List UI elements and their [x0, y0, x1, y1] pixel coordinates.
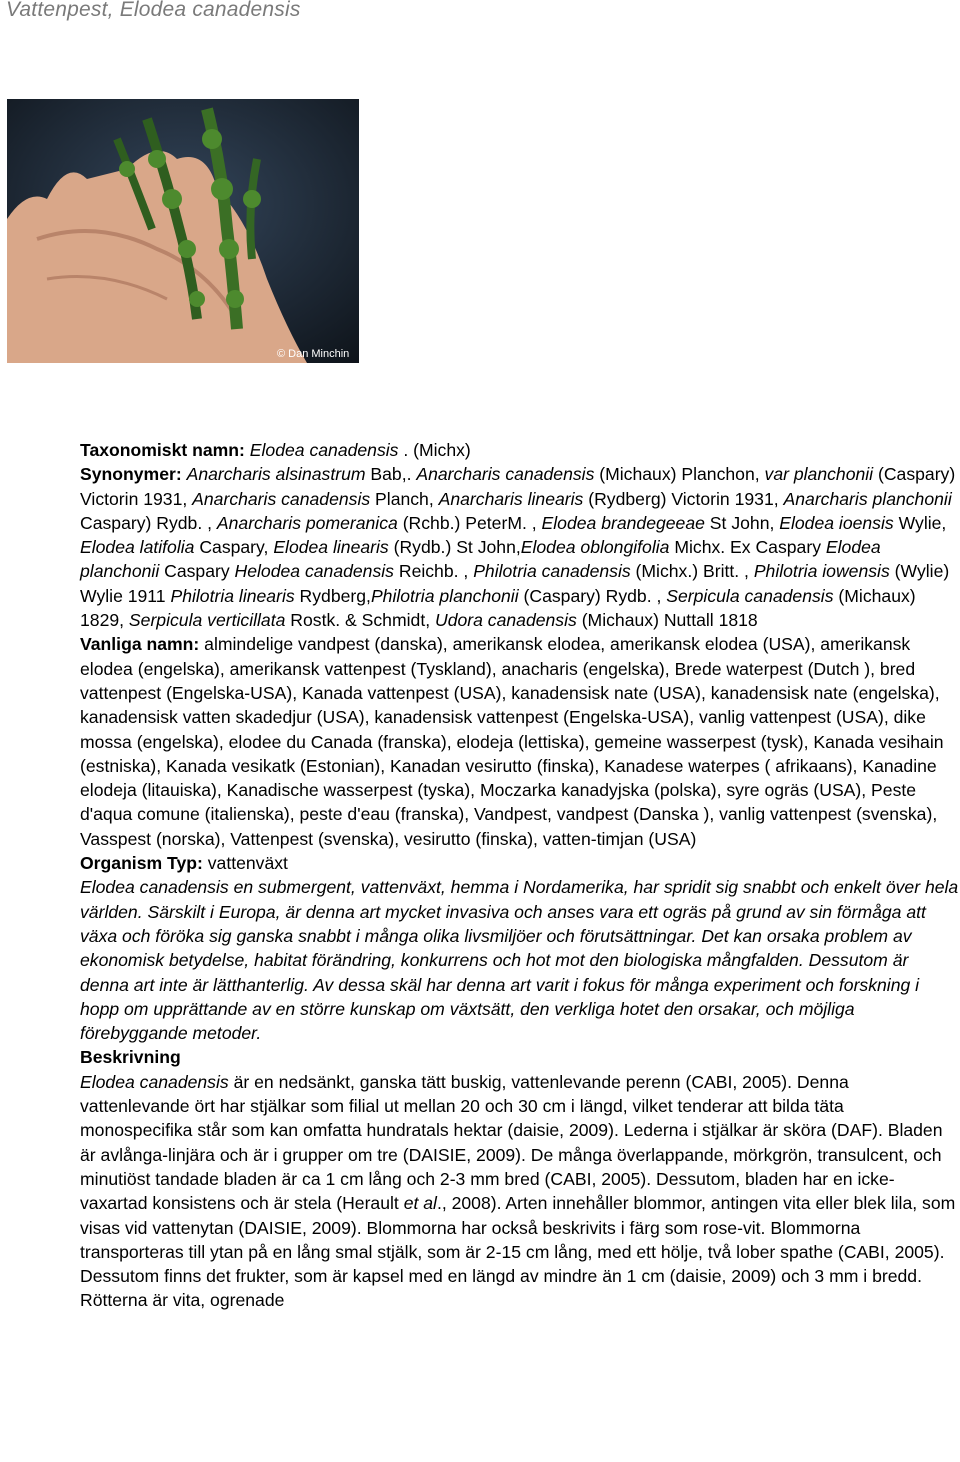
intro-paragraph — [80, 875, 960, 1045]
synonym-segment: (Rchb.) PeterM. , — [397, 512, 542, 533]
article-body — [80, 438, 960, 1313]
synonym-segment: Caspary) Rydb. , — [80, 512, 217, 533]
description-italic-segment: et al — [403, 1193, 437, 1214]
synonym-italic-segment: Anarcharis planchonii — [783, 488, 952, 509]
synonym-segment: Rydberg, — [294, 585, 371, 606]
organism-type-value: vattenväxt — [202, 853, 288, 874]
synonym-segment: (Michaux) Planchon, — [594, 464, 765, 485]
synonym-italic-segment: Anarcharis linearis — [438, 488, 584, 509]
common-names-label: Vanliga namn: — [80, 634, 200, 655]
taxon-author: . (Michx) — [398, 440, 471, 460]
synonym-segment: (Caspary) Rydb. , — [518, 585, 667, 606]
synonym-segment: Planch, — [370, 488, 439, 509]
plant-photo — [7, 99, 359, 363]
synonym-italic-segment: Philotria planchonii — [370, 585, 519, 606]
synonym-italic-segment: Udora canadensis — [434, 610, 577, 631]
page-title: Vattenpest, Elodea canadensis — [6, 0, 301, 21]
synonym-italic-segment: Anarcharis canadensis — [416, 464, 595, 485]
common-names-paragraph — [80, 632, 960, 851]
organism-type-line — [80, 851, 960, 875]
taxon-name: Elodea canadensis — [249, 440, 399, 460]
synonym-segment: St John, — [704, 512, 780, 533]
synonyms-list — [80, 464, 955, 630]
common-names-text: almindelige vandpest (danska), amerikansk elodea, amerikansk elodea (USA), amerikansk elodea (engelska), amerikansk vattenpest (Tyskland), anacharis (engelska), Brede waterpest (Dutch ), bred vattenpest (Engelska-USA), Kanada vattenpest (USA), kanadensisk nate (USA), kanadensisk nate (engelska), kanadensisk vatten skadedjur (USA), kanadensisk vattenpest (Engelska-USA), vanlig vattenpest (USA), dike mossa (engelska), elodee du Canada (franska), elodeja (lettiska), gemeine wasserpest (tysk), Kanada vesihain (estniska), Kanada vesikatk (Estonian), Kanadan vesirutto (finska), Kanadese waterpes ( afrikaans), Kanadine elodeja (litauiska), Kanadische wasserpest (tyska), Moczarka kanadyjska (polska), syre ogräs (USA), Peste d'aqua comune (italienska), peste d'eau (franska), Vandpest, vandpest (Danska ), vanlig vattenpest (svenska), Vasspest (norska), Vattenpest (svenska), vesirutto (finska), vatten-timjan (USA) — [80, 634, 944, 849]
synonym-segment: (Michaux) 1829, — [80, 585, 916, 631]
synonym-italic-segment: Elodea planchonii — [80, 537, 881, 582]
description-segment: ., 2008). Arten innehåller blommor, antingen vita eller blek lila, som visas vid vattenytan (DAISIE, 2009). Blommorna har också beskrivits i färg som rose-vit. Blommorna transporteras till ytan på en lång smal stjälk, som är 2-15 cm lång, med ett hölje, två lober spathe (CABI, 2005). Dessutom finns det frukter, som är kapsel med en längd av mindre än 1 cm (daisie, 2009) och 3 mm i bredd. Rötterna är vita, ogrenade — [80, 1193, 956, 1311]
synonym-italic-segment: Serpicula canadensis — [666, 585, 834, 606]
synonym-segment: (Rydberg) Victorin 1931, — [583, 488, 784, 509]
description-heading-line — [80, 1045, 960, 1069]
description-heading: Beskrivning — [80, 1047, 181, 1068]
synonym-italic-segment: Anarcharis pomeranica — [216, 512, 398, 533]
description-segment: är en nedsänkt, ganska tätt buskig, vattenlevande perenn (CABI, 2005). Denna vattenlevande ört har stjälkar som filial ut mellan 20 och 30 cm i längd, vilket tenderar att bilda täta monospecifika står som kan omfatta hundratals hektar (daisie, 2009). Lederna i stjälkar är sköra (DAF). Bladen är avlånga-linjära och är i grupper om tre (DAISIE, 2009). De många överlappande, mörkgrön, transulcent, och minutiöst tandade bladen är ca 1 cm lång och 2-3 mm bred (CABI, 2005). Dessutom, bladen har en icke-vaxartad konsistens och är stela (Herault — [80, 1071, 943, 1214]
synonym-italic-segment: Philotria linearis — [170, 585, 295, 606]
synonym-segment: (Wylie) Wylie 1911 — [80, 561, 950, 606]
synonym-italic-segment: Helodea canadensis — [234, 561, 394, 582]
photo-credit: © Dan Minchin — [277, 348, 350, 360]
organism-type-label: Organism Typ: — [80, 853, 203, 874]
synonym-segment: Caspary — [159, 561, 235, 582]
synonym-segment: Reichb. , — [393, 561, 474, 582]
synonym-italic-segment: Elodea brandegeeae — [541, 512, 705, 533]
taxon-label: Taxonomiskt namn: — [80, 440, 245, 460]
synonym-italic-segment: var planchonii — [764, 464, 874, 485]
synonyms-paragraph — [80, 462, 960, 632]
synonym-segment: Wylie, — [893, 512, 947, 533]
description-paragraph — [80, 1070, 960, 1313]
synonym-italic-segment: Elodea oblongifolia — [520, 537, 670, 558]
plant-photo-icon — [7, 99, 359, 363]
synonym-segment: Michx. Ex Caspary — [669, 537, 826, 558]
synonym-italic-segment: Elodea linearis — [273, 537, 389, 558]
synonym-italic-segment: Anarcharis alsinastrum — [186, 464, 366, 485]
synonym-segment: Rostk. & Schmidt, — [285, 610, 435, 631]
intro-text: Elodea canadensis en submergent, vattenväxt, hemma i Nordamerika, har spridit sig snabbt och enkelt över hela världen. Särskilt i Europa, är denna art mycket invasiva och anses vara ett ogräs på grund av sin förmåga att växa och föröka sig ganska snabbt i många olika livsmiljöer och förutsättningar. Det kan orsaka problem av ekonomisk betydelse, habitat förändring, konkurrens och hot mot den biologiska mångfalden. Dessutom är denna art inte är lätthanterlig. Av dessa skäl har denna art varit i fokus för många experiment och forskning i hopp om upprättande av en större kunskap om växtsätt, den verkliga hotet den orsakar, och möjliga förebyggande metoder. — [80, 877, 959, 1044]
synonym-italic-segment: Elodea ioensis — [779, 512, 894, 533]
synonym-italic-segment: Anarcharis canadensis — [192, 488, 371, 509]
synonym-segment: (Caspary) Victorin 1931, — [80, 464, 956, 509]
synonym-segment: Bab,. — [365, 464, 417, 485]
synonym-segment: (Michaux) Nuttall 1818 — [576, 610, 758, 631]
description-italic-segment: Elodea canadensis — [80, 1071, 229, 1092]
synonym-italic-segment: Elodea latifolia — [80, 537, 195, 558]
synonyms-label: Synonymer: — [80, 464, 182, 485]
synonym-italic-segment: Philotria iowensis — [753, 561, 890, 582]
synonym-italic-segment: Serpicula verticillata — [128, 610, 286, 631]
synonym-segment: Caspary, — [194, 537, 274, 558]
synonym-italic-segment: Philotria canadensis — [473, 561, 631, 582]
taxon-line — [80, 438, 960, 462]
synonym-segment: (Michx.) Britt. , — [630, 561, 754, 582]
synonym-segment: (Rydb.) St John, — [388, 537, 521, 558]
